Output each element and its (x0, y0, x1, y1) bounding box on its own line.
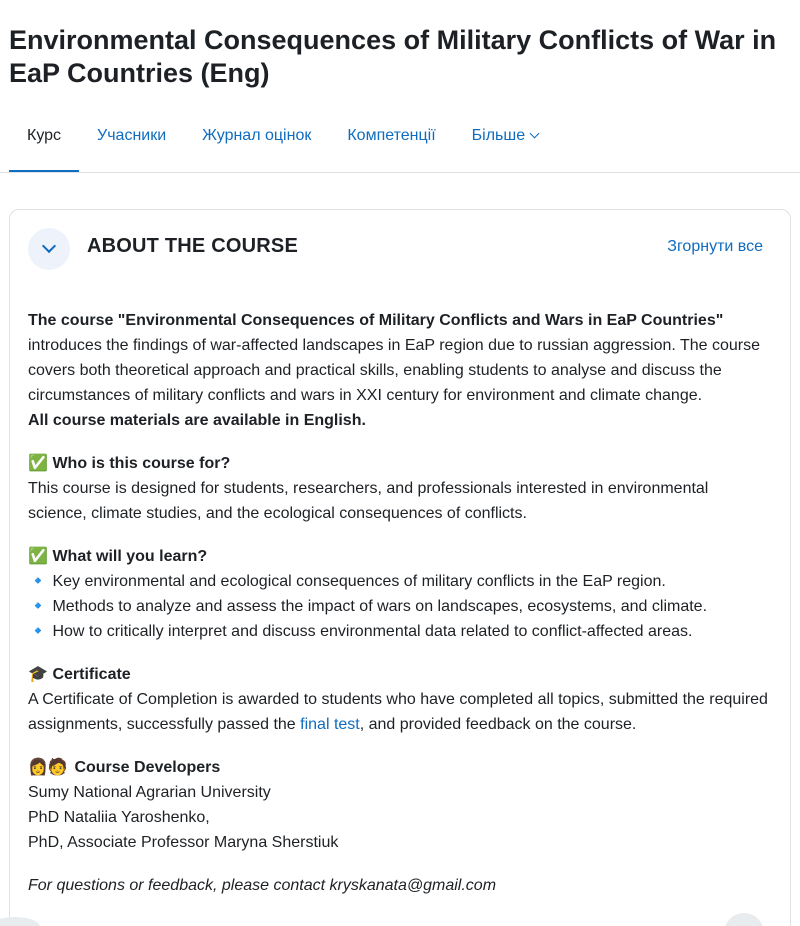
dev-line: PhD, Associate Professor Maryna Sherstiuk (28, 834, 339, 851)
learn-heading-text: What will you learn? (52, 548, 208, 565)
cert-heading-text: Certificate (52, 666, 131, 683)
blue-diamond-icon: 🔹 (28, 623, 48, 640)
tab-participants[interactable] (79, 112, 184, 173)
intro-paragraph (28, 308, 768, 408)
list-item (28, 594, 768, 619)
cert-text-before: A Certificate of Completion is awarded to students who have completed all topics, submitted the required assignments, successfully passed the (28, 691, 768, 733)
learn-heading (28, 544, 768, 569)
check-icon: ✅ (28, 455, 48, 472)
list-item-text: Methods to analyze and assess the impact of wars on landscapes, ecosystems, and climate. (52, 598, 708, 615)
chevron-down-icon (42, 239, 56, 253)
who-text: This course is designed for students, researchers, and professionals interested in environmental science, climate studies, and the ecological consequences of conflicts. (28, 480, 709, 522)
cert-text (28, 687, 768, 737)
tab-more[interactable] (454, 112, 556, 173)
list-item (28, 619, 768, 644)
tab-grades-label: Журнал оцінок (202, 127, 312, 144)
chevron-down-icon (530, 129, 540, 139)
dev-line: Sumy National Agrarian University (28, 784, 271, 801)
tab-competencies[interactable] (329, 112, 453, 173)
page-title: Environmental Consequences of Military Conflicts of War in EaP Countries (Eng) (9, 25, 777, 88)
tab-competencies-label: Компетенції (347, 127, 436, 144)
final-test-link[interactable]: final test (300, 716, 360, 733)
section-collapse-button[interactable] (28, 228, 70, 270)
dev-heading (28, 755, 768, 780)
section-title: ABOUT THE COURSE (87, 235, 298, 257)
blue-diamond-icon: 🔹 (28, 598, 48, 615)
list-item (28, 569, 768, 594)
intro-bold: The course "Environmental Consequences of Military Conflicts and Wars in EaP Countries" (28, 312, 724, 329)
materials-note: All course materials are available in English. (28, 412, 366, 429)
intro-text: introduces the findings of war-affected landscapes in EaP region due to russian aggression. The course covers both theoretical approach and practical skills, enabling students to analyse and discuss the circumstances of military conflicts and wars in XXI century for environment and climate change. (28, 337, 761, 404)
tab-course[interactable] (9, 112, 79, 173)
people-icon: 👩🧑 (28, 759, 68, 776)
who-heading-text: Who is this course for? (52, 455, 231, 472)
tab-grades[interactable] (184, 112, 329, 173)
graduation-cap-icon: 🎓 (28, 666, 48, 683)
cert-text-after: , and provided feedback on the course. (359, 716, 637, 733)
who-heading (28, 451, 768, 476)
course-section-card (9, 209, 791, 926)
contact-note: For questions or feedback, please contact kryskanata@gmail.com (28, 877, 497, 894)
tab-more-label: Більше (471, 127, 526, 144)
blue-diamond-icon: 🔹 (28, 573, 48, 590)
check-icon: ✅ (28, 548, 48, 565)
dev-line: PhD Nataliia Yaroshenko, (28, 809, 210, 826)
cert-heading (28, 662, 768, 687)
collapse-all-link[interactable]: Згорнути все (667, 238, 763, 255)
dev-heading-text: Course Developers (74, 759, 221, 776)
tab-participants-label: Учасники (97, 127, 167, 144)
tabs-divider (0, 172, 800, 173)
list-item-text: How to critically interpret and discuss environmental data related to conflict-affected areas. (52, 623, 693, 640)
tab-course-label: Курс (27, 127, 62, 144)
list-item-text: Key environmental and ecological consequences of military conflicts in the EaP region. (52, 573, 666, 590)
section-summary (28, 308, 768, 898)
course-nav-tabs (9, 112, 800, 173)
